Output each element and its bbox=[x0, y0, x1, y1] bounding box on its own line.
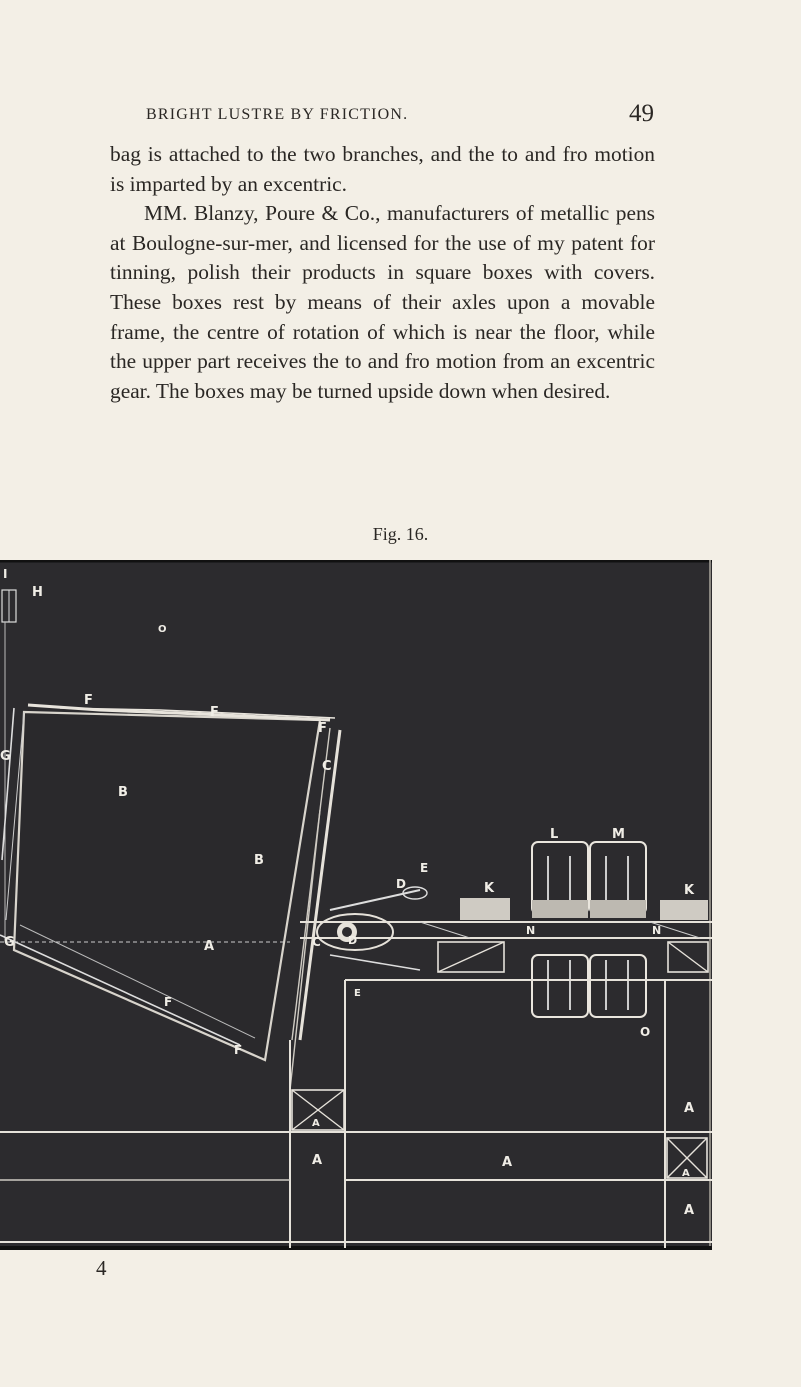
label-a: A bbox=[684, 1203, 695, 1218]
label-f: F bbox=[84, 693, 93, 708]
label-n: N bbox=[652, 924, 662, 937]
label-f: F bbox=[318, 721, 327, 736]
label-i: I bbox=[3, 567, 8, 581]
engraving-illustration bbox=[0, 560, 716, 1252]
label-f: F bbox=[164, 995, 173, 1009]
label-g: G bbox=[4, 935, 15, 950]
label-b: B bbox=[254, 853, 264, 868]
figure-engraving bbox=[0, 560, 716, 1252]
running-header bbox=[146, 100, 654, 132]
label-m: M bbox=[612, 827, 625, 842]
label-h: H bbox=[32, 585, 43, 600]
label-a: A bbox=[312, 1118, 320, 1129]
paragraph: MM. Blanzy, Poure & Co., manufacturers of metallic pens at Boulogne-sur-mer, and licensed for the use of my patent for tinning, polish their products in square boxes with covers. These boxes rest by means of their axles upon a movable frame, the centre of rotation of which is near the floor, while the upper part receives the to and fro motion from an excentric gear. The boxes may be turned upside down when desired. bbox=[110, 201, 655, 403]
running-title: BRIGHT LUSTRE BY FRICTION. bbox=[146, 106, 409, 123]
label-f: F bbox=[234, 1043, 243, 1057]
label-k: K bbox=[684, 883, 695, 898]
label-d: D bbox=[396, 877, 406, 891]
label-n: N bbox=[526, 924, 536, 937]
label-e: E bbox=[354, 988, 361, 999]
page-number: 49 bbox=[629, 100, 654, 127]
label-g: G bbox=[0, 749, 11, 764]
label-f: F bbox=[210, 705, 219, 720]
signature-mark: 4 bbox=[96, 1256, 107, 1280]
label-e: E bbox=[420, 861, 429, 875]
label-a: A bbox=[684, 1101, 695, 1116]
paragraph: bag is attached to the two branches, and the to and fro motion is imparted by an excentric. bbox=[110, 142, 655, 196]
label-a: A bbox=[682, 1168, 690, 1179]
label-a: A bbox=[502, 1155, 513, 1170]
label-k: K bbox=[484, 881, 495, 896]
label-a: A bbox=[312, 1153, 323, 1168]
figure-caption: Fig. 16. bbox=[372, 524, 429, 544]
label-c: C bbox=[312, 935, 321, 949]
label-c: C bbox=[322, 759, 332, 774]
label-o: O bbox=[158, 624, 167, 635]
label-b: B bbox=[118, 785, 128, 800]
label-l: L bbox=[550, 827, 559, 842]
label-o: O bbox=[640, 1025, 651, 1039]
label-a: A bbox=[204, 939, 215, 954]
label-d: D bbox=[348, 934, 358, 947]
body-text bbox=[110, 140, 655, 406]
